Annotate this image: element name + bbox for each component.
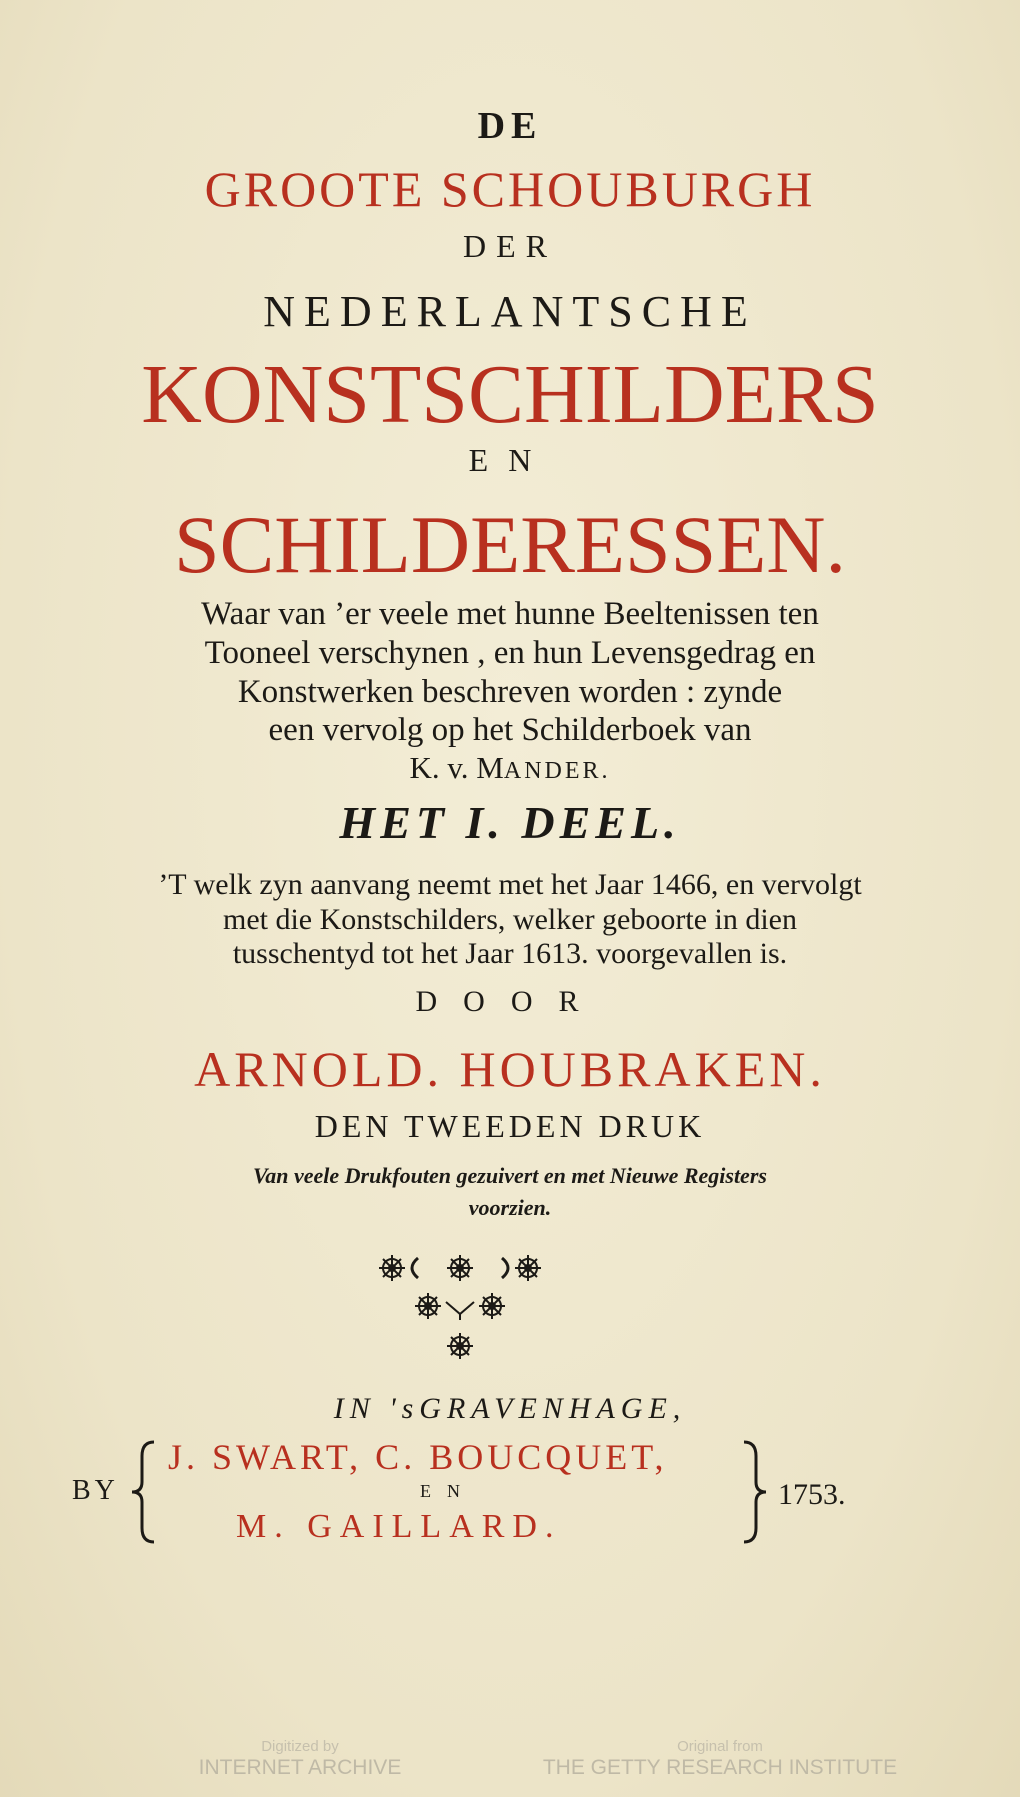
original-from-source: THE GETTY RESEARCH INSTITUTE — [542, 1756, 898, 1779]
author-name: ARNOLD. HOUBRAKEN. — [194, 1041, 826, 1097]
description-line-3: Konstwerken beschreven worden : zynde — [237, 674, 783, 710]
title-der: DER — [463, 228, 557, 264]
title-de: DE — [477, 105, 543, 147]
right-brace — [740, 1438, 770, 1546]
imprint-place: IN 'sGRAVENHAGE, — [333, 1392, 687, 1425]
printers-line-1: J. SWART, C. BOUCQUET, — [168, 1437, 668, 1477]
digitized-by-label: Digitized by — [261, 1738, 339, 1755]
scope-line-1: ’T welk zyn aanvang neemt met het Jaar 1466, en vervolgt — [158, 868, 862, 901]
mander-prefix: K. v. M — [409, 750, 504, 785]
mander-smallcaps: ANDER. — [503, 758, 611, 784]
edition: DEN TWEEDEN DRUK — [314, 1108, 706, 1144]
by-label: DOOR — [415, 985, 605, 1018]
volume-heading: HET I. DEEL. — [339, 797, 681, 848]
imprint-by: BY — [72, 1475, 119, 1506]
title-en: EN — [468, 442, 552, 478]
left-brace — [128, 1438, 158, 1546]
scope-line-3: tusschentyd tot het Jaar 1613. voorgevallen is. — [232, 937, 788, 970]
description-line-1: Waar van ’er veele met hunne Beeltenissen ten — [201, 596, 819, 632]
printers-line-2: M. GAILLARD. — [236, 1508, 562, 1545]
printers-flower-ornament-icon — [370, 1250, 550, 1370]
imprint-year: 1753. — [778, 1478, 846, 1511]
edition-note-line-2: voorzien. — [468, 1195, 552, 1220]
description-line-2: Tooneel verschynen , en hun Levensgedrag en — [204, 635, 816, 671]
title-nederlantsche: NEDERLANTSCHE — [263, 287, 757, 336]
scope-line-2: met die Konstschilders, welker geboorte in dien — [222, 903, 797, 936]
title-schilderessen: SCHILDERESSEN. — [173, 499, 846, 590]
title-groote-schouburgh: GROOTE SCHOUBURGH — [204, 161, 816, 217]
digitized-by-source: INTERNET ARCHIVE — [198, 1756, 402, 1779]
original-from-label: Original from — [677, 1738, 763, 1755]
description-line-4: een vervolg op het Schilderboek van — [268, 712, 752, 748]
title-konstschilders: KONSTSCHILDERS — [141, 348, 879, 441]
description-line-5 — [0, 750, 1020, 786]
edition-note-line-1: Van veele Drukfouten gezuivert en met Nieuwe Registers — [253, 1163, 767, 1188]
printers-en: EN — [420, 1481, 476, 1501]
